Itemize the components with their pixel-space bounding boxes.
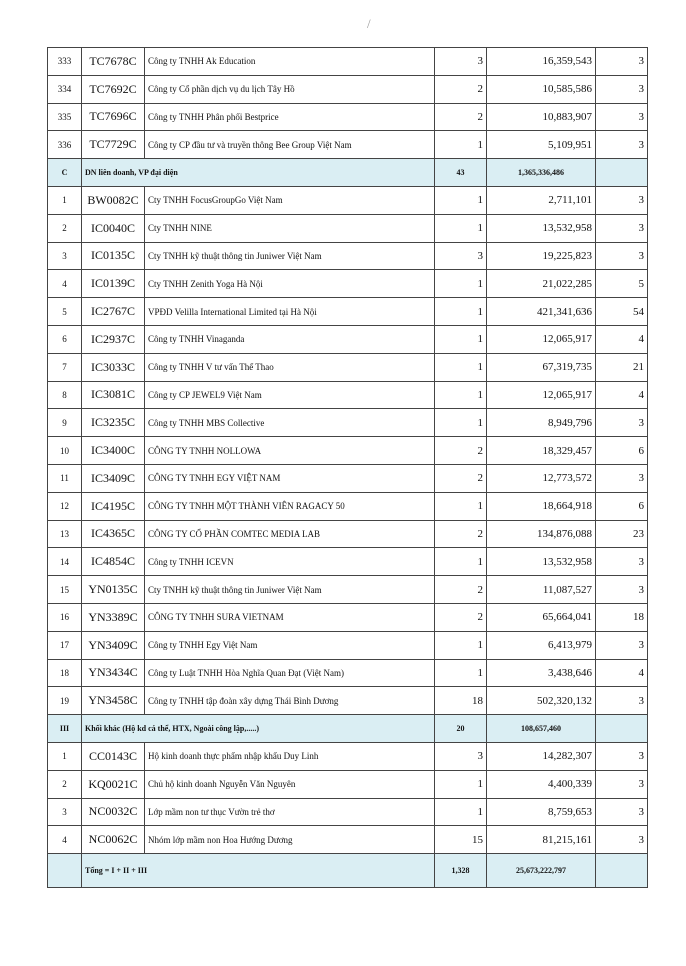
section-header-row [48,715,648,743]
company-name: Nhóm lớp mầm non Hoa Hướng Dương [145,826,435,854]
company-name: Hộ kinh doanh thực phẩm nhập khẩu Duy Linh [145,742,435,770]
employee-count: 1 [435,409,487,437]
amount-value: 18,329,457 [487,437,596,465]
section-employee-total: 43 [435,159,487,187]
table-row [48,798,648,826]
table-row [48,353,648,381]
employee-count: 1 [435,548,487,576]
section-employee-total: 20 [435,715,487,743]
employee-count: 1 [435,381,487,409]
row-number: 335 [48,103,82,131]
months-count: 4 [596,659,648,687]
months-count: 3 [596,798,648,826]
table-row [48,437,648,465]
row-number: 2 [48,770,82,798]
total-label: Tổng = I + II + III [82,854,435,888]
page-separator-mark: / [367,16,371,31]
employee-count: 1 [435,270,487,298]
amount-value: 2,711,101 [487,186,596,214]
company-name: Công ty CP đầu tư và truyền thông Bee Group Việt Nam [145,131,435,159]
customer-code: YN3389C [82,603,145,631]
customer-code: IC4854C [82,548,145,576]
row-number: 8 [48,381,82,409]
table-row [48,75,648,103]
amount-value: 19,225,823 [487,242,596,270]
customer-code: NC0062C [82,826,145,854]
customer-code: KQ0021C [82,770,145,798]
table-row [48,548,648,576]
company-name: CÔNG TY TNHH EGY VIỆT NAM [145,464,435,492]
months-count: 3 [596,826,648,854]
amount-value: 502,320,132 [487,687,596,715]
section-number: C [48,159,82,187]
employee-count: 1 [435,131,487,159]
company-name: CÔNG TY TNHH MỘT THÀNH VIÊN RAGACY 50 [145,492,435,520]
months-count: 3 [596,242,648,270]
employee-count: 1 [435,298,487,326]
row-number: 10 [48,437,82,465]
customer-code: IC3033C [82,353,145,381]
months-count: 3 [596,103,648,131]
table-row [48,270,648,298]
row-number: 333 [48,48,82,76]
months-count: 23 [596,520,648,548]
customer-code: IC0040C [82,214,145,242]
table-row [48,381,648,409]
months-count: 6 [596,437,648,465]
row-number: 6 [48,325,82,353]
section-empty-cell [596,854,648,888]
row-number: 336 [48,131,82,159]
company-name: Công ty TNHH Ak Education [145,48,435,76]
months-count: 3 [596,131,648,159]
employee-count: 2 [435,464,487,492]
months-count: 3 [596,770,648,798]
table-row [48,631,648,659]
amount-value: 6,413,979 [487,631,596,659]
employee-count: 2 [435,603,487,631]
amount-value: 11,087,527 [487,576,596,604]
customer-code: TC7729C [82,131,145,159]
table-row [48,409,648,437]
amount-value: 134,876,088 [487,520,596,548]
table-row [48,659,648,687]
customer-code: IC4365C [82,520,145,548]
table-row [48,742,648,770]
company-name: Công ty TNHH Phân phối Bestprice [145,103,435,131]
company-name: CÔNG TY TNHH NOLLOWA [145,437,435,465]
table-row [48,103,648,131]
months-count: 5 [596,270,648,298]
row-number: 4 [48,826,82,854]
company-name: Công ty TNHH MBS Collective [145,409,435,437]
months-count: 54 [596,298,648,326]
company-name: VPĐD Velilla International Limited tại Hà Nội [145,298,435,326]
employee-count: 18 [435,687,487,715]
company-name: Cty TNHH FocusGroupGo Việt Nam [145,186,435,214]
company-name: Công ty TNHH Vinaganda [145,325,435,353]
amount-value: 18,664,918 [487,492,596,520]
company-name: CÔNG TY TNHH SURA VIETNAM [145,603,435,631]
table-row [48,826,648,854]
amount-value: 81,215,161 [487,826,596,854]
amount-value: 13,532,958 [487,214,596,242]
row-number: 2 [48,214,82,242]
employee-count: 3 [435,742,487,770]
table-row [48,464,648,492]
section-title: Khối khác (Hộ kd cá thể, HTX, Ngoài công lập,.....) [82,715,435,743]
amount-value: 12,773,572 [487,464,596,492]
amount-value: 8,759,653 [487,798,596,826]
table-row [48,687,648,715]
amount-value: 4,400,339 [487,770,596,798]
company-name: Cty TNHH NINE [145,214,435,242]
row-number: 1 [48,742,82,770]
section-empty-cell [596,159,648,187]
employee-count: 3 [435,242,487,270]
customer-code: IC2767C [82,298,145,326]
employee-count: 2 [435,576,487,604]
section-amount-total: 25,673,222,797 [487,854,596,888]
table-row [48,214,648,242]
row-number: 15 [48,576,82,604]
table-row [48,325,648,353]
row-number: 334 [48,75,82,103]
row-number: 11 [48,464,82,492]
amount-value: 21,022,285 [487,270,596,298]
customer-code: IC0139C [82,270,145,298]
months-count: 3 [596,186,648,214]
row-number: 19 [48,687,82,715]
employee-count: 1 [435,325,487,353]
amount-value: 13,532,958 [487,548,596,576]
section-number: III [48,715,82,743]
months-count: 3 [596,687,648,715]
section-amount-total: 1,365,336,486 [487,159,596,187]
amount-value: 10,883,907 [487,103,596,131]
employee-count: 3 [435,48,487,76]
table-row [48,576,648,604]
customer-code: IC0135C [82,242,145,270]
customer-code: TC7696C [82,103,145,131]
row-number: 14 [48,548,82,576]
company-name: Công ty TNHH Egy Việt Nam [145,631,435,659]
customer-code: IC3409C [82,464,145,492]
amount-value: 12,065,917 [487,325,596,353]
company-name: CÔNG TY CỔ PHẦN COMTEC MEDIA LAB [145,520,435,548]
row-number: 4 [48,270,82,298]
table-row [48,48,648,76]
table-row [48,492,648,520]
section-employee-total: 1,328 [435,854,487,888]
row-number: 3 [48,242,82,270]
customer-code: TC7678C [82,48,145,76]
months-count: 4 [596,325,648,353]
customer-code: IC4195C [82,492,145,520]
section-empty-cell [596,715,648,743]
debt-table [47,47,648,888]
months-count: 18 [596,603,648,631]
table-row [48,242,648,270]
amount-value: 65,664,041 [487,603,596,631]
amount-value: 3,438,646 [487,659,596,687]
months-count: 3 [596,631,648,659]
months-count: 21 [596,353,648,381]
company-name: Công ty TNHH ICEVN [145,548,435,576]
table-row [48,186,648,214]
months-count: 3 [596,742,648,770]
company-name: Công ty TNHH tập đoàn xây dựng Thái Bình Dương [145,687,435,715]
row-number: 7 [48,353,82,381]
customer-code: IC3400C [82,437,145,465]
company-name: Cty TNHH kỹ thuật thông tin Juniwer Việt Nam [145,242,435,270]
row-number: 13 [48,520,82,548]
row-number: 9 [48,409,82,437]
employee-count: 1 [435,770,487,798]
amount-value: 67,319,735 [487,353,596,381]
months-count: 6 [596,492,648,520]
customer-code: YN0135C [82,576,145,604]
section-title: DN liên doanh, VP đại diện [82,159,435,187]
months-count: 3 [596,48,648,76]
company-name: Cty TNHH Zenith Yoga Hà Nội [145,270,435,298]
months-count: 4 [596,381,648,409]
table-row [48,520,648,548]
employee-count: 2 [435,437,487,465]
amount-value: 421,341,636 [487,298,596,326]
employee-count: 2 [435,75,487,103]
customer-code: IC3235C [82,409,145,437]
row-number: 12 [48,492,82,520]
row-number: 16 [48,603,82,631]
table-row [48,770,648,798]
section-amount-total: 108,657,460 [487,715,596,743]
employee-count: 15 [435,826,487,854]
company-name: Công ty TNHH V tư vấn Thể Thao [145,353,435,381]
months-count: 3 [596,214,648,242]
row-number: 3 [48,798,82,826]
section-number [48,854,82,888]
table-row [48,298,648,326]
company-name: Cty TNHH kỹ thuật thông tin Juniwer Việt Nam [145,576,435,604]
customer-code: IC2937C [82,325,145,353]
table-row [48,603,648,631]
amount-value: 14,282,307 [487,742,596,770]
employee-count: 2 [435,103,487,131]
months-count: 3 [596,409,648,437]
customer-code: TC7692C [82,75,145,103]
table-row [48,131,648,159]
employee-count: 1 [435,353,487,381]
amount-value: 16,359,543 [487,48,596,76]
employee-count: 1 [435,659,487,687]
row-number: 18 [48,659,82,687]
employee-count: 2 [435,520,487,548]
customer-code: YN3434C [82,659,145,687]
customer-code: BW0082C [82,186,145,214]
customer-code: IC3081C [82,381,145,409]
employee-count: 1 [435,214,487,242]
section-header-row [48,159,648,187]
row-number: 17 [48,631,82,659]
employee-count: 1 [435,631,487,659]
amount-value: 5,109,951 [487,131,596,159]
amount-value: 10,585,586 [487,75,596,103]
employee-count: 1 [435,492,487,520]
amount-value: 12,065,917 [487,381,596,409]
company-name: Công ty CP JEWEL9 Việt Nam [145,381,435,409]
employee-count: 1 [435,186,487,214]
company-name: Công ty Luật TNHH Hòa Nghĩa Quan Đạt (Việt Nam) [145,659,435,687]
customer-code: CC0143C [82,742,145,770]
row-number: 5 [48,298,82,326]
row-number: 1 [48,186,82,214]
months-count: 3 [596,464,648,492]
company-name: Chủ hộ kinh doanh Nguyễn Văn Nguyên [145,770,435,798]
company-name: Công ty Cổ phần dịch vụ du lịch Tây Hồ [145,75,435,103]
amount-value: 8,949,796 [487,409,596,437]
months-count: 3 [596,576,648,604]
customer-code: YN3409C [82,631,145,659]
total-row [48,854,648,888]
company-name: Lớp mầm non tư thục Vườn trẻ thơ [145,798,435,826]
employee-count: 1 [435,798,487,826]
customer-code: YN3458C [82,687,145,715]
customer-code: NC0032C [82,798,145,826]
months-count: 3 [596,75,648,103]
months-count: 3 [596,548,648,576]
